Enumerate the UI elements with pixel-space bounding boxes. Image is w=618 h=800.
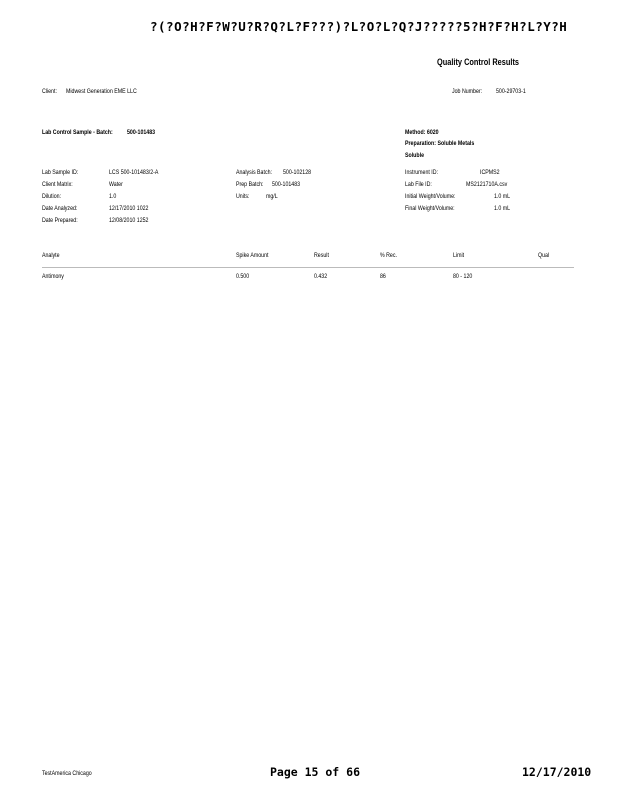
table-cell-limit: 80 - 120 [453, 273, 473, 280]
dilution-value: 1.0 [109, 193, 117, 200]
table-cell-pct-rec: 86 [380, 273, 386, 280]
table-cell-analyte: Antimony [42, 273, 64, 280]
lab-file-id-value: MS2121710A.csv [466, 181, 508, 188]
client-label: Client: [42, 88, 57, 95]
final-weight-label: Final Weight/Volume: [405, 205, 455, 212]
date-analyzed-label: Date Analyzed: [42, 205, 78, 212]
lab-file-id-label: Lab File ID: [405, 181, 432, 188]
header-code: ?(?O?H?F?W?U?R?Q?L?F???)?L?O?L?Q?J?????5?H?F?H?L?Y?H [150, 19, 568, 34]
date-analyzed-value: 12/17/2010 1022 [109, 205, 149, 212]
initial-weight-label: Initial Weight/Volume: [405, 193, 456, 200]
col-header-analyte: Analyte [42, 252, 60, 259]
units-label: Units: [236, 193, 250, 200]
col-header-pct-rec: % Rec. [380, 252, 397, 259]
report-title: Quality Control Results [437, 57, 520, 67]
col-header-spike-amount: Spike Amount [236, 252, 269, 259]
table-cell-result: 0.432 [314, 273, 328, 280]
table-cell-spike-amount: 0.500 [236, 273, 250, 280]
col-header-result: Result [314, 252, 329, 259]
prep-batch-value: 500-101483 [272, 181, 301, 188]
footer-date: 12/17/2010 [522, 765, 592, 779]
footer-lab-name: TestAmerica Chicago [42, 770, 92, 777]
client-matrix-label: Client Matrix: [42, 181, 73, 188]
lab-sample-id-value: LCS 500-101483/2-A [109, 169, 159, 176]
job-label: Job Number: [452, 88, 483, 95]
date-prepared-value: 12/08/2010 1252 [109, 217, 149, 224]
instrument-id-label: Instrument ID: [405, 169, 439, 176]
initial-weight-value: 1.0 mL [494, 193, 511, 200]
analysis-batch-value: 500-102128 [283, 169, 312, 176]
preparation-cont: Soluble [405, 152, 425, 159]
table-header-rule [42, 267, 574, 268]
instrument-id-value: ICPMS2 [480, 169, 500, 176]
client-value: Midwest Generation EME LLC [66, 88, 137, 95]
section-batch: 500-101483 [127, 129, 156, 136]
dilution-label: Dilution: [42, 193, 62, 200]
col-header-limit: Limit [453, 252, 465, 259]
lab-sample-id-label: Lab Sample ID: [42, 169, 79, 176]
section-title: Lab Control Sample - Batch: [42, 129, 113, 136]
footer-page-number: Page 15 of 66 [270, 765, 361, 779]
analysis-batch-label: Analysis Batch: [236, 169, 272, 176]
final-weight-value: 1.0 mL [494, 205, 511, 212]
prep-batch-label: Prep Batch: [236, 181, 264, 188]
date-prepared-label: Date Prepared: [42, 217, 78, 224]
preparation-label: Preparation: Soluble Metals [405, 140, 475, 147]
client-matrix-value: Water [109, 181, 123, 188]
job-value: 500-29703-1 [496, 88, 526, 95]
col-header-qual: Qual [538, 252, 550, 259]
method-label: Method: 6020 [405, 129, 439, 136]
units-value: mg/L [266, 193, 278, 200]
